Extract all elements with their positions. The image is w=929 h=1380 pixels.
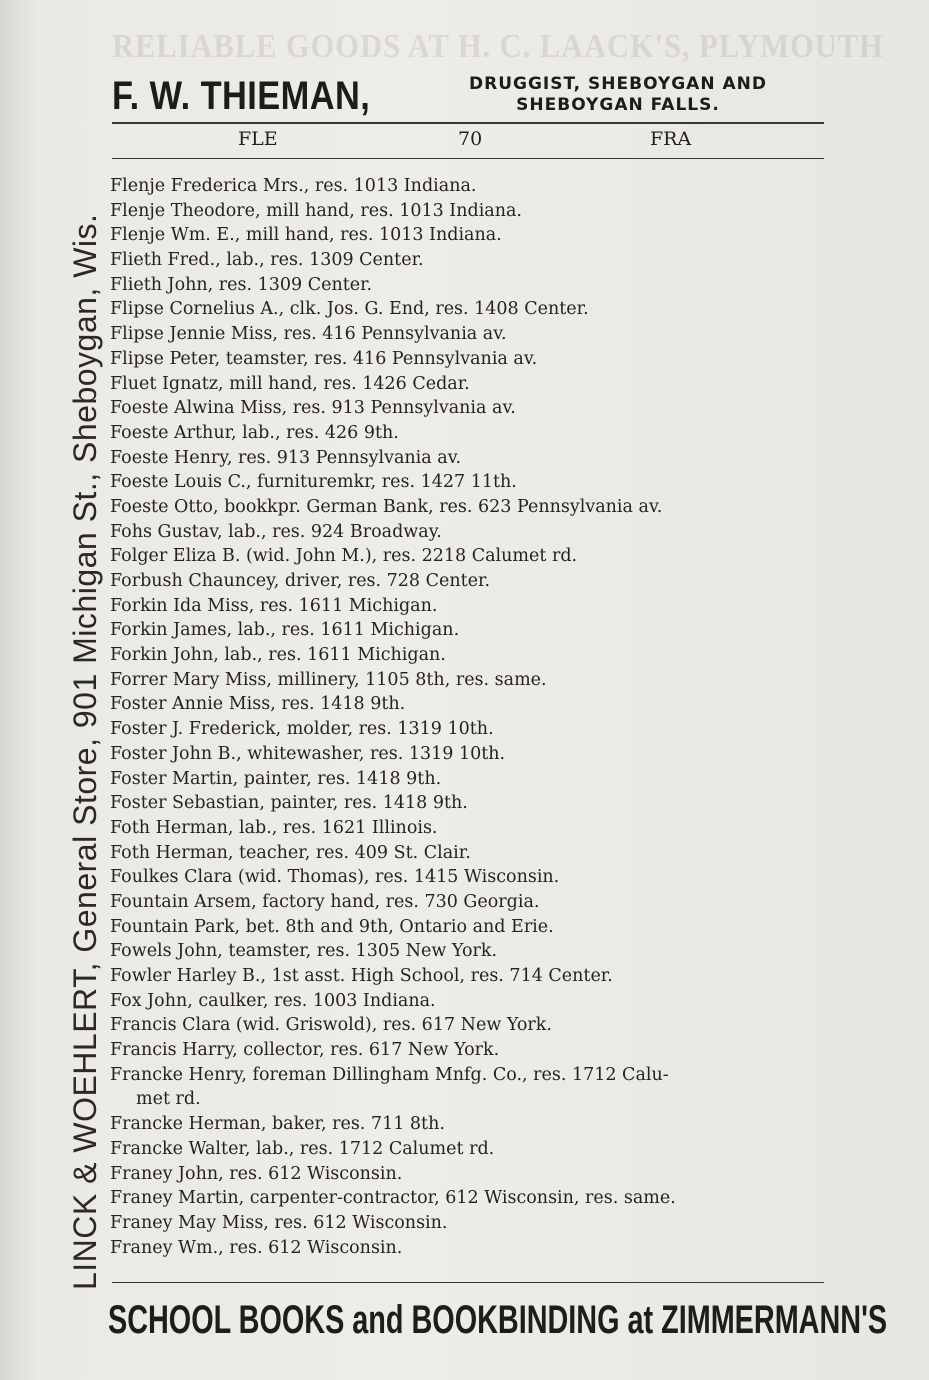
header-rule-top bbox=[112, 122, 824, 124]
running-head-right: FRA bbox=[650, 128, 692, 150]
directory-entry: Foster Martin, painter, res. 1418 9th. bbox=[110, 768, 442, 789]
directory-entry: Foster Annie Miss, res. 1418 9th. bbox=[110, 694, 406, 715]
directory-entry: Franey John, res. 612 Wisconsin. bbox=[110, 1163, 403, 1184]
directory-entry: Flenje Theodore, mill hand, res. 1013 Indiana. bbox=[110, 200, 522, 221]
advertiser-description bbox=[428, 74, 808, 116]
directory-entry: Foth Herman, lab., res. 1621 Illinois. bbox=[110, 817, 438, 838]
header-advertisement bbox=[110, 70, 830, 120]
directory-entry-continuation: met rd. bbox=[136, 1089, 201, 1110]
directory-entry: Foeste Henry, res. 913 Pennsylvania av. bbox=[110, 447, 462, 468]
advertiser-name: F. W. THIEMAN, bbox=[112, 74, 371, 118]
directory-entry: Foeste Otto, bookkpr. German Bank, res. 623 Pennsylvania av. bbox=[110, 496, 663, 517]
directory-entry: Foster J. Frederick, molder, res. 1319 10th. bbox=[110, 719, 494, 740]
directory-entry: Foulkes Clara (wid. Thomas), res. 1415 Wisconsin. bbox=[110, 867, 560, 888]
directory-entry: Francis Harry, collector, res. 617 New York. bbox=[110, 1040, 500, 1061]
directory-entry: Foster Sebastian, painter, res. 1418 9th. bbox=[110, 793, 468, 814]
directory-entry: Fox John, caulker, res. 1003 Indiana. bbox=[110, 990, 436, 1011]
footer-rule bbox=[112, 1282, 824, 1283]
directory-entry: Flieth Fred., lab., res. 1309 Center. bbox=[110, 250, 424, 271]
directory-entry: Foth Herman, teacher, res. 409 St. Clair. bbox=[110, 842, 471, 863]
directory-entry: Flieth John, res. 1309 Center. bbox=[110, 274, 373, 295]
directory-entry: Flipse Peter, teamster, res. 416 Pennsylvania av. bbox=[110, 348, 538, 369]
directory-entry: Forkin James, lab., res. 1611 Michigan. bbox=[110, 620, 460, 641]
directory-entry: Franey Martin, carpenter-contractor, 612 Wisconsin, res. same. bbox=[110, 1188, 676, 1209]
directory-entry: Flenje Frederica Mrs., res. 1013 Indiana. bbox=[110, 176, 477, 196]
directory-entry: Fountain Arsem, factory hand, res. 730 Georgia. bbox=[110, 891, 540, 912]
directory-entry: Foster John B., whitewasher, res. 1319 10th. bbox=[110, 743, 506, 764]
header-rule-bottom bbox=[112, 158, 824, 159]
directory-entry: Flipse Cornelius A., clk. Jos. G. End, res. 1408 Center. bbox=[110, 299, 589, 320]
directory-entry: Flenje Wm. E., mill hand, res. 1013 Indiana. bbox=[110, 225, 502, 246]
directory-entry: Forkin Ida Miss, res. 1611 Michigan. bbox=[110, 595, 438, 616]
directory-entry: Francke Walter, lab., res. 1712 Calumet rd. bbox=[110, 1138, 495, 1159]
directory-entry: Forrer Mary Miss, millinery, 1105 8th, res. same. bbox=[110, 669, 547, 690]
directory-entry: Fohs Gustav, lab., res. 924 Broadway. bbox=[110, 521, 442, 542]
directory-entry: Franey Wm., res. 612 Wisconsin. bbox=[110, 1237, 403, 1258]
page-number: 70 bbox=[458, 128, 483, 150]
directory-entry: Fountain Park, bet. 8th and 9th, Ontario and Erie. bbox=[110, 916, 554, 937]
directory-entry: Foeste Alwina Miss, res. 913 Pennsylvania av. bbox=[110, 398, 516, 419]
directory-entry: Foeste Arthur, lab., res. 426 9th. bbox=[110, 422, 399, 443]
directory-entry: Franey May Miss, res. 612 Wisconsin. bbox=[110, 1212, 448, 1233]
directory-entry: Folger Eliza B. (wid. John M.), res. 2218 Calumet rd. bbox=[110, 546, 578, 567]
advertiser-line-1: DRUGGIST, SHEBOYGAN AND bbox=[469, 74, 767, 94]
directory-entry: Fowler Harley B., 1st asst. High School, res. 714 Center. bbox=[110, 966, 613, 986]
bleed-through-text: RELIABLE GOODS AT H. C. LAACK'S, PLYMOUTH bbox=[112, 28, 884, 65]
directory-entry: Francke Herman, baker, res. 711 8th. bbox=[110, 1114, 445, 1135]
directory-entry: Fowels John, teamster, res. 1305 New York. bbox=[110, 941, 498, 962]
directory-entries bbox=[110, 174, 830, 1260]
directory-entry: Francke Henry, foreman Dillingham Mnfg. Co., res. 1712 Calu- bbox=[110, 1064, 669, 1085]
directory-entry: Forbush Chauncey, driver, res. 728 Center. bbox=[110, 571, 491, 591]
directory-entry: Fluet Ignatz, mill hand, res. 1426 Cedar. bbox=[110, 373, 470, 394]
directory-entry: Flipse Jennie Miss, res. 416 Pennsylvania av. bbox=[110, 324, 507, 345]
footer-advertisement: SCHOOL BOOKS and BOOKBINDING at ZIMMERMANN'S bbox=[108, 1298, 888, 1342]
side-advertisement: LINCK & WOEHLERT, General Store, 901 Michigan St., Sheboygan, Wis. bbox=[67, 213, 103, 1290]
directory-entry: Francis Clara (wid. Griswold), res. 617 New York. bbox=[110, 1015, 552, 1036]
running-head-left: FLE bbox=[238, 128, 278, 150]
directory-entry: Foeste Louis C., furnituremkr, res. 1427 11th. bbox=[110, 472, 517, 493]
advertiser-line-2: SHEBOYGAN FALLS. bbox=[516, 95, 720, 115]
directory-entry: Forkin John, lab., res. 1611 Michigan. bbox=[110, 645, 446, 666]
